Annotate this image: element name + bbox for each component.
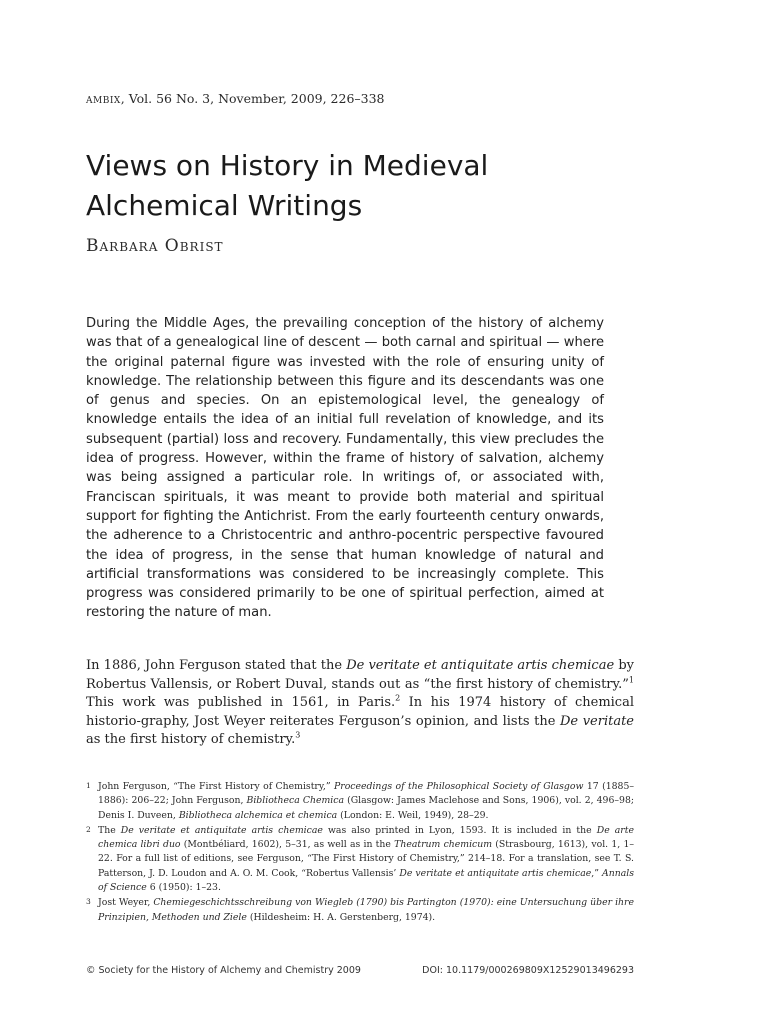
footnote-italic: Annals of Science <box>98 867 635 894</box>
work-title: De veritate et antiquitate artis chemicae <box>346 658 615 673</box>
body-text: In 1886, John Ferguson stated that the <box>86 658 347 673</box>
footnote-number: 3 <box>86 897 91 907</box>
footnote-italic: De veritate et antiquitate artis chemicae <box>399 867 592 879</box>
footnote-text: was also printed in Lyon, 1593. It is included in the <box>322 824 597 836</box>
abstract: During the Middle Ages, the prevailing conception of the history of alchemy was that of a genealogical line of descent — both carnal and spiritual — where the original paternal figure was invested with the role of ensuring unity of knowledge. The relationship between this figure and its descendants was one of genus and species. On an epistemological level, the genealogy of knowledge entails the idea of an initial full revelation of knowledge, and its subsequent (partial) loss and recovery. Fundamentally, this view precludes the idea of progress. However, within the frame of history of salvation, alchemy was being assigned a particular role. In writings of, or associated with, Franciscan spirituals, it was meant to provide both material and spiritual support for fighting the Antichrist. From the early fourteenth century onwards, the adherence to a Christocentric and anthro-pocentric perspective favoured the idea of progress, in the sense that human knowledge of natural and artificial transformations was considered to be increasingly complete. This progress was considered primarily to be one of spiritual perfection, aimed at restoring the nature of man. <box>86 316 604 621</box>
footnote-text: (Strasbourg, 1613), vol. 1, 1–22. For a full list of editions, see Ferguson, “The First History of Chemistry,” 214–18. For a translation, see T. S. Patterson, J. D. Loudon and A. O. M. Cook, “Robertus Vallensis’ <box>98 839 635 879</box>
footnote-text: Jost Weyer, <box>98 897 154 909</box>
footnote-italic: Chemiegeschichtsschreibung von Wiegleb (1790) bis Partington (1970): eine Untersuchung über ihre Prinzipien, Methoden und Ziele <box>98 897 634 923</box>
footnote <box>86 780 634 823</box>
article-author: Barbara Obrist <box>86 236 224 256</box>
copyright-notice: © Society for the History of Alchemy and Chemistry 2009 <box>86 965 361 976</box>
footnote-italic: Theatrum chemicum <box>394 839 493 851</box>
footnote-italic: Bibliotheca Chemica <box>246 795 344 807</box>
article-title: Views on History in Medieval Alchemical Writings <box>86 149 489 222</box>
footnote-italic: De veritate et antiquitate artis chemicae <box>120 824 323 836</box>
body-text: In his 1974 history of chemical historio-graphy, Jost Weyer reiterates Ferguson’s opinion, and lists the <box>86 695 634 729</box>
footnote-ref[interactable]: 1 <box>628 675 634 685</box>
footnote-ref[interactable]: 3 <box>295 730 301 740</box>
footnote-text: (Montbéliard, 1602), 5–31, as well as in the <box>180 839 395 851</box>
body-text: This work was published in 1561, in Paris. <box>86 695 396 710</box>
footnote-text: John Ferguson, “The First History of Chemistry,” <box>98 781 334 792</box>
footnote-text: The <box>98 824 121 836</box>
footnote-text: ,” <box>591 867 603 879</box>
footnote-text: (Glasgow: James Maclehose and Sons, 1906), vol. 2, 496–98; Denis I. Duveen, <box>98 795 634 821</box>
footnote-text: 17 (1885–1886): 206–22; John Ferguson, <box>98 781 635 807</box>
footnote-italic: De arte chemica libri duo <box>98 824 634 851</box>
footnote-number: 1 <box>86 781 91 790</box>
body-text: as the first history of chemistry. <box>86 732 296 747</box>
journal-citation <box>86 91 385 106</box>
work-title: De veritate <box>559 713 634 729</box>
journal-volume-info: , Vol. 56 No. 3, November, 2009, 226–338 <box>120 91 385 106</box>
journal-name: ambix <box>86 91 121 106</box>
body-text: by Robertus Vallensis, or Robert Duval, stands out as “the first history of chemistry.” <box>86 658 635 692</box>
footnote-text: (London: E. Weil, 1949), 28–29. <box>337 809 489 821</box>
footnote <box>86 824 634 895</box>
doi[interactable]: DOI: 10.1179/000269809X12529013496293 <box>422 965 634 976</box>
body-paragraph <box>86 657 634 750</box>
footnote-text: (Hildesheim: H. A. Gerstenberg, 1974). <box>246 911 436 923</box>
footnote-ref[interactable]: 2 <box>395 693 401 703</box>
footnotes <box>86 780 634 926</box>
footnote-italic: Bibliotheca alchemica et chemica <box>178 809 338 821</box>
footnote-italic: Proceedings of the Philosophical Society of Glasgow <box>334 781 584 792</box>
footnote-number: 2 <box>86 824 91 834</box>
footnote-text: 6 (1950): 1–23. <box>146 882 221 894</box>
footnote <box>86 896 634 925</box>
